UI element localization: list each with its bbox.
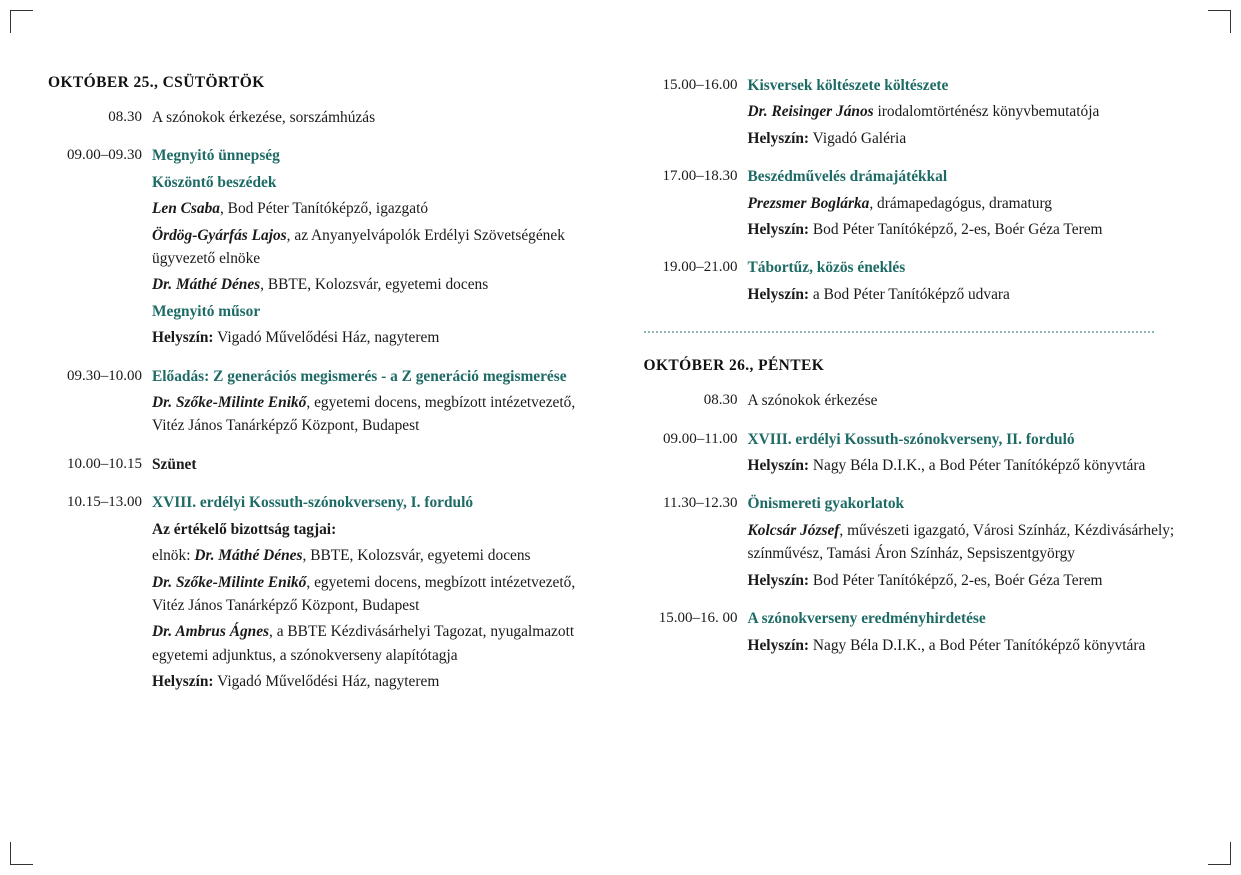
- speaker-affiliation: , művészeti igazgató, Városi Színház, Kézdivásárhely; színművész, Tamási Áron Színház, Sepsiszentgyörgy: [747, 521, 1175, 563]
- program-venue: [152, 326, 586, 349]
- program-venue: [748, 634, 1182, 657]
- program-item-text: Szünet: [152, 455, 197, 473]
- program-speaker: [152, 544, 586, 567]
- program-speaker: [152, 620, 586, 667]
- venue-value: Vigadó Művelődési Ház, nagyterem: [213, 673, 440, 691]
- venue-label: Helyszín:: [747, 571, 810, 589]
- speaker-name: Dr. Máthé Dénes: [194, 547, 303, 565]
- venue-label: Helyszín:: [152, 329, 214, 347]
- entry-time: 15.00–16. 00: [658, 610, 738, 627]
- entry-body: [748, 492, 1182, 595]
- schedule-entry: [48, 106, 586, 132]
- venue-value: Nagy Béla D.I.K., a Bod Péter Tanítóképző könyvtára: [809, 636, 1146, 654]
- schedule-list-friday: [644, 389, 1182, 660]
- entry-body: [748, 607, 1182, 660]
- speaker-affiliation: , egyetemi docens, megbízott intézetvezető, Vitéz János Tanárképző Központ, Budapest: [152, 394, 576, 435]
- schedule-entry: [644, 74, 1182, 153]
- speaker-name: Prezsmer Boglárka: [747, 194, 870, 212]
- speaker-name: Dr. Máthé Dénes: [152, 276, 261, 294]
- entry-body: [748, 428, 1182, 481]
- program-venue: [748, 218, 1182, 241]
- speaker-affiliation: , egyetemi docens, megbízott intézetvezető, Vitéz János Tanárképző Központ, Budapest: [152, 573, 576, 614]
- speaker-name: Dr. Ambrus Ágnes: [152, 623, 270, 641]
- venue-label: Helyszín:: [152, 673, 214, 691]
- program-item-title: Megnyitó műsor: [152, 302, 261, 320]
- program-item-title: Köszöntő beszédek: [152, 173, 277, 191]
- schedule-entry: [644, 607, 1182, 660]
- schedule-entry: [644, 165, 1182, 244]
- program-item-title: Önismereti gyakorlatok: [747, 495, 905, 513]
- entry-body: [152, 365, 586, 441]
- entry-time: 17.00–18.30: [662, 168, 738, 185]
- program-speaker: [152, 571, 586, 618]
- speaker-name: Kolcsár József: [747, 521, 840, 539]
- venue-label: Helyszín:: [747, 457, 810, 475]
- program-item-text: A szónokok érkezése: [747, 392, 878, 410]
- entry-body: [152, 106, 586, 132]
- speaker-affiliation: irodalomtörténész könyvbemutatója: [873, 103, 1100, 121]
- schedule-entry: [48, 491, 586, 696]
- program-item-title: Megnyitó ünnepség: [152, 147, 280, 165]
- entry-body: [152, 144, 586, 352]
- speaker-name: Len Csaba: [152, 200, 220, 218]
- venue-label: Helyszín:: [747, 129, 810, 147]
- venue-value: Vigadó Művelődési Ház, nagyterem: [213, 329, 440, 347]
- right-column: [644, 74, 1182, 845]
- program-speaker: [748, 519, 1182, 566]
- speaker-affiliation: , az Anyanyelvápolók Erdélyi Szövetségének ügyvezető elnöke: [152, 226, 565, 268]
- schedule-entry: [48, 144, 586, 352]
- program-speaker: [152, 391, 586, 438]
- entry-time: 11.30–12.30: [663, 495, 738, 512]
- venue-label: Helyszín:: [747, 636, 810, 654]
- program-speaker: [748, 100, 1182, 123]
- schedule-entry: [644, 428, 1182, 481]
- entry-body: [748, 74, 1182, 153]
- entry-body: [152, 491, 586, 696]
- venue-value: a Bod Péter Tanítóképző udvara: [809, 285, 1010, 303]
- schedule-entry: [48, 453, 586, 479]
- entry-time: 10.00–10.15: [67, 455, 142, 472]
- program-venue: [152, 670, 586, 693]
- speaker-affiliation: , drámapedagógus, dramaturg: [869, 194, 1052, 212]
- entry-body: [152, 453, 586, 479]
- entry-time: 15.00–16.00: [662, 77, 738, 93]
- speaker-affiliation: , Bod Péter Tanítóképző, igazgató: [219, 200, 429, 218]
- program-item-title: Kisversek költészete költészete: [747, 77, 949, 94]
- program-item-title: A szónokverseny eredményhirdetése: [747, 610, 986, 628]
- program-venue: [748, 454, 1182, 477]
- entry-body: [748, 389, 1182, 415]
- program-item-title: XVIII. erdélyi Kossuth-szónokverseny, II. forduló: [747, 430, 1075, 448]
- program-venue: [748, 283, 1182, 306]
- program-venue: [748, 569, 1182, 592]
- day-title-friday: OKTÓBER 26., PÉNTEK: [643, 357, 825, 375]
- day-title-thursday: OKTÓBER 25., CSÜTÖRTÖK: [48, 74, 265, 91]
- speaker-affiliation: , BBTE, Kolozsvár, egyetemi docens: [260, 276, 489, 294]
- section-divider: [644, 331, 1154, 333]
- schedule-entry: [644, 389, 1182, 415]
- program-item-title: Beszédművelés drámajátékkal: [747, 168, 948, 186]
- speaker-name: Dr. Szőke-Milinte Enikő: [152, 573, 307, 591]
- entry-time: 09.00–11.00: [663, 430, 738, 447]
- program-speaker: [152, 197, 586, 220]
- entry-time: 09.30–10.00: [67, 367, 142, 384]
- program-speaker: [152, 273, 586, 296]
- venue-value: Bod Péter Tanítóképző, 2-es, Boér Géza Terem: [809, 571, 1103, 589]
- program-item-title: Előadás: Z generációs megismerés - a Z generáció megismerése: [152, 367, 567, 385]
- program-item-title: Tábortűz, közös éneklés: [747, 259, 906, 277]
- entry-time: 08.30: [703, 392, 738, 409]
- venue-value: Nagy Béla D.I.K., a Bod Péter Tanítóképző könyvtára: [809, 457, 1146, 475]
- speaker-name: Dr. Szőke-Milinte Enikő: [152, 394, 307, 412]
- entry-body: [748, 165, 1182, 244]
- speaker-name: Ördög-Gyárfás Lajos: [152, 226, 287, 244]
- entry-time: 10.15–13.00: [67, 494, 142, 511]
- speaker-name: Dr. Reisinger János: [747, 103, 874, 121]
- speaker-role-prefix: elnök:: [152, 547, 195, 565]
- program-speaker: [152, 224, 586, 271]
- program-speaker: [748, 192, 1182, 215]
- schedule-entry: [48, 365, 586, 441]
- speaker-affiliation: , a BBTE Kézdivásárhelyi Tagozat, nyugalmazott egyetemi adjunktus, a szónokverseny alapítótagja: [152, 623, 575, 664]
- venue-label: Helyszín:: [747, 285, 810, 303]
- schedule-entry: [644, 256, 1182, 309]
- left-column: [48, 74, 586, 845]
- program-item-text: Az értékelő bizottság tagjai:: [152, 520, 337, 538]
- schedule-list-thursday: [48, 106, 586, 697]
- entry-time: 08.30: [108, 109, 142, 125]
- schedule-entry: [644, 492, 1182, 595]
- program-item-text: A szónokok érkezése, sorszámhúzás: [152, 109, 376, 126]
- program-venue: [748, 127, 1182, 150]
- entry-time: 19.00–21.00: [662, 259, 738, 276]
- schedule-list-thursday-continued: [644, 74, 1182, 309]
- speaker-affiliation: , BBTE, Kolozsvár, egyetemi docens: [302, 547, 531, 565]
- venue-value: Bod Péter Tanítóképző, 2-es, Boér Géza Terem: [809, 221, 1103, 239]
- venue-value: Vigadó Galéria: [809, 129, 907, 147]
- venue-label: Helyszín:: [747, 221, 810, 239]
- entry-time: 09.00–09.30: [67, 147, 142, 164]
- program-item-title: XVIII. erdélyi Kossuth-szónokverseny, I. forduló: [152, 494, 474, 512]
- entry-body: [748, 256, 1182, 309]
